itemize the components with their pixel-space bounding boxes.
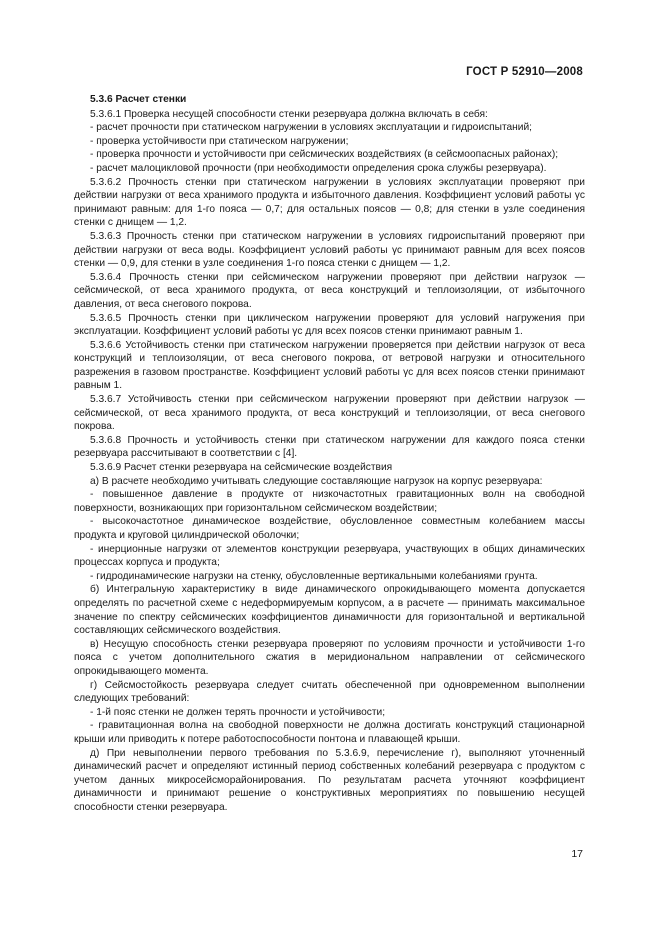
paragraph: б) Интегральную характеристику в виде динамического опрокидывающего момента допускается определять по расчетной схеме с недеформируемым корпусом, а в расчете — принимать максимальное значение по спектру сейсмических коэффициентов динамичности для горизонтальной и вертикальной составляющих сейсмического воздействия. (74, 584, 585, 637)
list-item: - проверка устойчивости при статическом нагружении; (90, 135, 349, 147)
list-item: - высокочастотное динамическое воздействие, обусловленное совместным колебанием массы продукта и круговой цилиндрической оболочки; (74, 516, 585, 541)
paragraph: 5.3.6.4 Прочность стенки при сейсмическом нагружении проверяют при действии нагрузок — сейсмической, от веса хранимого продукта, от веса конструкций и теплоизоляции, от избыточного давления, от веса снегового покрова. (74, 271, 585, 310)
paragraph: а) В расчете необходимо учитывать следующие составляющие нагрузок на корпус резервуара: (90, 475, 543, 487)
paragraph: 5.3.6.1 Проверка несущей способности стенки резервуара должна включать в себя: (90, 108, 488, 120)
list-item: - 1-й пояс стенки не должен терять прочности и устойчивости; (90, 706, 386, 718)
paragraph: 5.3.6.7 Устойчивость стенки при сейсмическом нагружении проверяют при действии нагрузок — сейсмической, от веса хранимого продукта, от веса конструкций и теплоизоляции, от веса снегового покрова. (74, 394, 585, 433)
list-item: - расчет прочности при статическом нагружении в условиях эксплуатации и гидроиспытаний; (90, 122, 533, 134)
paragraph: 5.3.6.5 Прочность стенки при циклическом нагружении проверяют для условий нагружения при эксплуатации. Коэффициент условий работы γc для всех поясов стенки принимают равным 1. (74, 312, 585, 338)
list-item: - расчет малоцикловой прочности (при необходимости определения срока службы резервуара). (90, 162, 547, 174)
document-code: ГОСТ Р 52910—2008 (466, 66, 583, 78)
list-item: - проверка прочности и устойчивости при сейсмических воздействиях (в сейсмоопасных районах); (90, 149, 559, 161)
paragraph: 5.3.6.2 Прочность стенки при статическом нагружении в условиях эксплуатации проверяют при действии нагрузки от веса хранимого продукта и избыточного давления. Коэффициент условий работы γc принимают равным: для 1-го пояса — 0,7; для остальных поясов — 0,8; для стенки в узле соединения стенки с днищем — 1,2. (74, 176, 585, 229)
list-item: - гравитационная волна на свободной поверхности не должна достигать конструкций стационарной крыши или приводить к потере работоспособности понтона и плавающей крыши. (74, 720, 585, 745)
paragraph: 5.3.6.3 Прочность стенки при статическом нагружении в условиях гидроиспытаний проверяют при действии нагрузки от веса воды. Коэффициент условий работы γc принимают равным для всех поясов стенки — 0,9, для стенки в узле соединения 1-го пояса стенки с днищем — 1,2. (74, 230, 585, 270)
paragraph: 5.3.6.8 Прочность и устойчивость стенки при статическом нагружении для каждого пояса стенки резервуара рассчитывают в соответствии с [4]. (74, 434, 585, 460)
list-item: - инерционные нагрузки от элементов конструкции резервуара, участвующих в общих динамических процессах корпуса и продукта; (74, 543, 585, 569)
paragraph: 5.3.6.6 Устойчивость стенки при статическом нагружении проверяется при действии нагрузок от веса конструкций и теплоизоляции, от веса снегового покрова, от ветровой нагрузки и относительного разрежения в газовом пространстве. Коэффициент условий работы γc для всех поясов стенки принимают равным 1. (74, 339, 585, 392)
section-heading: 5.3.6 Расчет стенки (90, 94, 187, 105)
page-number: 17 (571, 848, 583, 860)
document-body (74, 93, 585, 814)
paragraph: г) Сейсмостойкость резервуара следует считать обеспеченной при одновременном выполнении следующих требований: (74, 679, 585, 705)
list-item: - гидродинамические нагрузки на стенку, обусловленные вертикальными колебаниями грунта. (90, 570, 538, 582)
paragraph: 5.3.6.9 Расчет стенки резервуара на сейсмические воздействия (90, 462, 393, 474)
paragraph: д) При невыполнении первого требования по 5.3.6.9, перечисление г), выполняют уточненный динамический расчет и определяют истинный период собственных колебаний резервуара с продуктом с учетом данных микросейсморайонирования. По результатам расчета уточняют коэффициент динамичности и принимают решение о конструктивных мероприятиях по повышению несущей способности стенки резервуара. (74, 747, 585, 813)
list-item: - повышенное давление в продукте от низкочастотных гравитационных волн на свободной поверхности, возникающих при горизонтальном сейсмическом воздействии; (74, 489, 585, 514)
paragraph: в) Несущую способность стенки резервуара проверяют по условиям прочности и устойчивости 1-го пояса с учетом дополнительного сжатия в меридиональном направлении от сейсмического опрокидывающего момента. (74, 638, 585, 677)
